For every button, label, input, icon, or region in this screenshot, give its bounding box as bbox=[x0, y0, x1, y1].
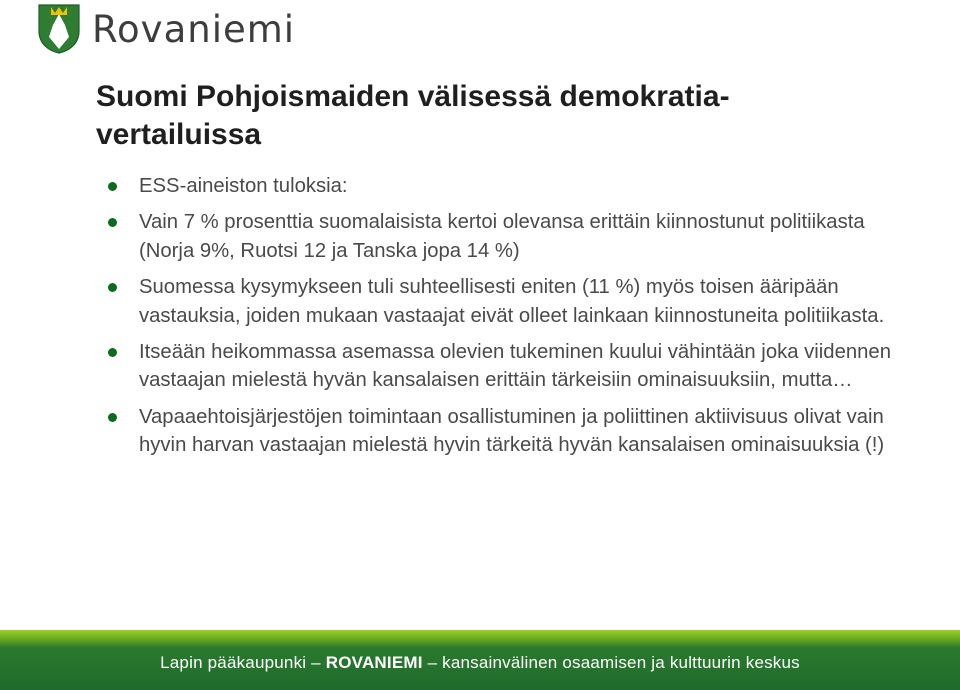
bullet-dot-icon bbox=[108, 218, 117, 227]
bullet-item bbox=[108, 208, 908, 265]
footer-prefix: Lapin pääkaupunki – bbox=[160, 653, 326, 672]
slide-title: Suomi Pohjoismaiden välisessä demokratia-vertailuissa bbox=[96, 80, 730, 151]
bullet-text: Itseään heikommassa asemassa olevien tukeminen kuului vähintään joka viidennen vastaajan mielestä hyvän kansalaisen erittäin tärkeisiin ominaisuuksiin, mutta… bbox=[139, 341, 891, 392]
bullet-text: Suomessa kysymykseen tuli suhteellisesti eniten (11 %) myös toisen ääripään vastauksia, joiden mukaan vastaajat eivät olleet lainkaan kiinnostuneita politiikasta. bbox=[139, 276, 885, 327]
bullet-dot-icon bbox=[108, 283, 117, 292]
bullet-text: Vain 7 % prosenttia suomalaisista kertoi olevansa erittäin kiinnostunut politiikasta (Norja 9%, Ruotsi 12 ja Tanska jopa 14 %) bbox=[139, 211, 865, 262]
coat-of-arms-icon bbox=[38, 4, 80, 54]
bullet-item bbox=[108, 403, 908, 460]
footer-bar bbox=[0, 630, 960, 690]
bullet-item bbox=[108, 172, 908, 200]
footer-slogan bbox=[0, 653, 960, 673]
bullet-text: ESS-aineiston tuloksia: bbox=[139, 175, 348, 197]
logo-text: Rovaniemi bbox=[92, 7, 296, 51]
bullet-text: Vapaaehtoisjärjestöjen toimintaan osallistuminen ja poliittinen aktiivisuus olivat vain hyvin harvan vastaajan mielestä hyvin tärkeitä hyvän kansalaisen ominaisuuksia (!) bbox=[139, 405, 885, 457]
bullet-dot-icon bbox=[108, 348, 117, 357]
bullet-item bbox=[108, 338, 908, 395]
footer-city: ROVANIEMI bbox=[325, 653, 423, 672]
bullet-list bbox=[108, 172, 908, 468]
footer-suffix: – kansainvälinen osaamisen ja kulttuurin keskus bbox=[422, 653, 800, 672]
bullet-dot-icon bbox=[108, 413, 117, 422]
bullet-dot-icon bbox=[108, 182, 117, 191]
rovaniemi-logo bbox=[38, 4, 295, 54]
bullet-item bbox=[108, 273, 908, 330]
